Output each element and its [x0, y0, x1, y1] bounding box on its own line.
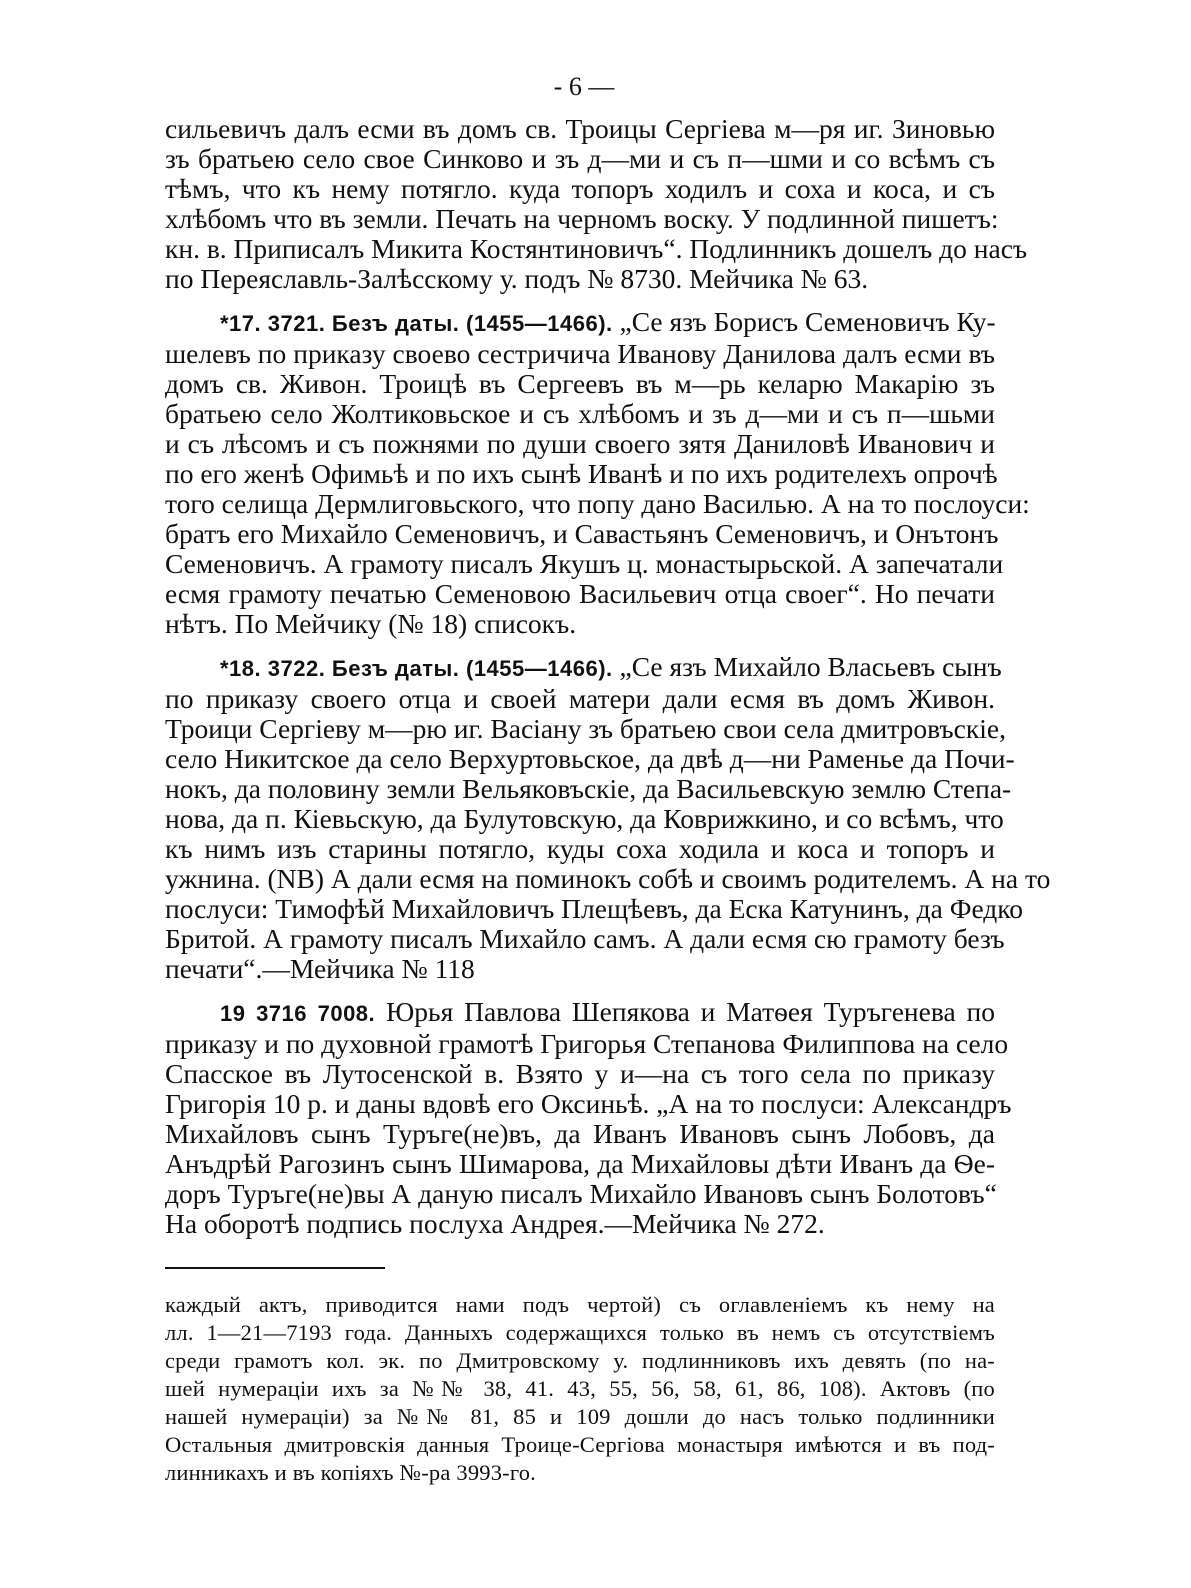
page-number: - 6 — [553, 72, 615, 101]
text-line: Семеновичъ. А грамоту писалъ Якушъ ц. монастырьской. А запечатали [165, 548, 1004, 579]
text-line: есмя грамоту печатью Семеновою Васильевич отца своег“. Но печати [165, 578, 995, 609]
text-line: кн. в. Приписалъ Микита Костянтиновичъ“. Подлинникъ дошелъ до насъ [165, 233, 1028, 264]
text-line: нова, да п. Кіевьскую, да Булутовскую, да Коврижкино, и со всѣмъ, что [165, 803, 1004, 834]
footnote-line: Остальныя дмитровскія данныя Троице-Сергіова монастыря имѣются и въ под- [165, 1432, 995, 1457]
text-line: по его женѣ Офимьѣ и по ихъ сынѣ Иванѣ и по ихъ родителехъ опрочѣ [165, 458, 998, 489]
text-line: того селища Дермлиговьского, что попу дано Василью. А на то послоуси: [165, 488, 1030, 519]
text-line: послуси: Тимофѣй Михайловичъ Плещѣевъ, да Еска Катунинъ, да Федко [165, 893, 1023, 924]
text-line: Спасское въ Лутосенской в. Взято у и—на съ того села по приказу [165, 1058, 995, 1089]
entry-heading: 19 3716 7008. [220, 1001, 376, 1026]
text-fragment: „Се язъ Борисъ Семеновичъ Ку- [619, 306, 996, 337]
entry-continuation [165, 113, 1028, 294]
text-line: Троици Сергіеву м—рю иг. Васіану зъ братьею свои села дмитровъскіе, [165, 713, 1006, 744]
footnote-line: среди грамотъ кол. эк. по Дмитровскому у. подлинниковъ ихъ девять (по на- [165, 1348, 995, 1373]
text-line: доръ Туръге(не)вы А даную писалъ Михайло Ивановъ сынъ Болотовъ“ [165, 1178, 997, 1209]
text-line: братъ его Михайло Семеновичъ, и Савастьянъ Семеновичъ, и Онътонъ [165, 518, 999, 549]
entry-18 [165, 651, 1051, 984]
text-line: хлѣбомъ что въ земли. Печать на черномъ воску. У подлинной пишетъ: [165, 203, 999, 234]
text-line: Анъдрѣй Рагозинъ сынъ Шимарова, да Михайловы дѣти Иванъ да Ѳе- [165, 1148, 995, 1179]
footnote-line: линникахъ и въ копіяхъ №-ра 3993-го. [165, 1460, 537, 1485]
footnote-line: лл. 1—21—7193 года. Данныхъ содержащихся только въ немъ съ отсутствіемъ [165, 1320, 995, 1345]
entry-heading: *17. 3721. Безъ даты. (1455—1466). [220, 311, 613, 336]
entry-first-line [165, 307, 995, 339]
text-line: тѣмъ, что къ нему потягло. куда топоръ ходилъ и соха и коса, и съ [165, 173, 995, 204]
text-line: Бритой. А грамоту писалъ Михайло самъ. А дали есмя сю грамоту безъ [165, 923, 1005, 954]
text-line: село Никитское да село Верхуртовьское, да двѣ д—ни Раменье да Почи- [165, 743, 1015, 774]
text-line: нокъ, да половину земли Вельяковъскіе, да Васильевскую землю Степа- [165, 773, 1012, 804]
text-line: къ нимъ изъ старины потягло, куды соха ходила и коса и топоръ и [165, 833, 995, 864]
entry-17 [165, 306, 1030, 639]
text-line: сильевичъ далъ есми въ домъ св. Троицы Сергіева м—ря иг. Зиновью [165, 113, 995, 144]
text-line: братьею село Жолтиковьское и съ хлѣбомъ и зъ д—ми и съ п—шьми [165, 398, 995, 429]
footnote-rule [165, 1267, 385, 1269]
entry-19 [165, 996, 1012, 1239]
text-line: На оборотѣ подпись послуха Андрея.—Мейчика № 272. [165, 1208, 825, 1239]
text-line: по Переяславль-Залѣсскому у. подъ № 8730. Мейчика № 63. [165, 263, 869, 294]
entry-first-line [165, 997, 995, 1029]
footnote-line: каждый актъ, приводится нами подъ чертой) съ оглавленіемъ къ нему на [165, 1292, 995, 1317]
text-line: шелевъ по приказу своево сестричича Иванову Данилова далъ есми въ [165, 338, 995, 369]
text-line: Григорія 10 р. и даны вдовѣ его Оксиньѣ. „А на то послуси: Александръ [165, 1088, 1012, 1119]
text-line: и съ лѣсомъ и съ пожнями по души своего зятя Даниловѣ Иванович и [165, 428, 995, 459]
text-line: приказу и по духовной грамотѣ Григорья Степанова Филиппова на село [165, 1028, 1009, 1059]
footnote-line: шей нумераціи ихъ за №№ 38, 41. 43, 55, 56, 58, 61, 86, 108). Актовъ (по [165, 1376, 995, 1401]
footnote [165, 1291, 995, 1487]
text-fragment: „Се язъ Михайло Власьевъ сынъ [619, 651, 1002, 682]
text-line: печати“.—Мейчика № 118 [165, 953, 475, 984]
text-line: ужнина. (NВ) А дали есмя на поминокъ собѣ и своимъ родителемъ. А на то [165, 863, 1051, 894]
text-line: нѣтъ. По Мейчику (№ 18) списокъ. [165, 608, 577, 639]
text-line: зъ братьею село свое Синково и зъ д—ми и съ п—шми и со всѣмъ съ [165, 143, 995, 174]
text-line: домъ св. Живон. Троицѣ въ Сергеевъ въ м—рь келарю Макарію зъ [165, 368, 995, 399]
text-fragment: Юрья Павлова Шепякова и Матѳея Туръгенева по [386, 996, 995, 1027]
text-line: по приказу своего отца и своей матери дали есмя въ домъ Живон. [165, 683, 995, 714]
entry-heading: *18. 3722. Безъ даты. (1455—1466). [220, 656, 613, 681]
text-line: Михайловъ сынъ Туръге(не)въ, да Иванъ Ивановъ сынъ Лобовъ, да [165, 1118, 995, 1149]
document-page [165, 72, 1051, 1487]
entry-first-line [165, 651, 1002, 684]
footnote-line: нашей нумераціи) за №№ 81, 85 и 109 дошли до насъ только подлинники [165, 1404, 995, 1429]
